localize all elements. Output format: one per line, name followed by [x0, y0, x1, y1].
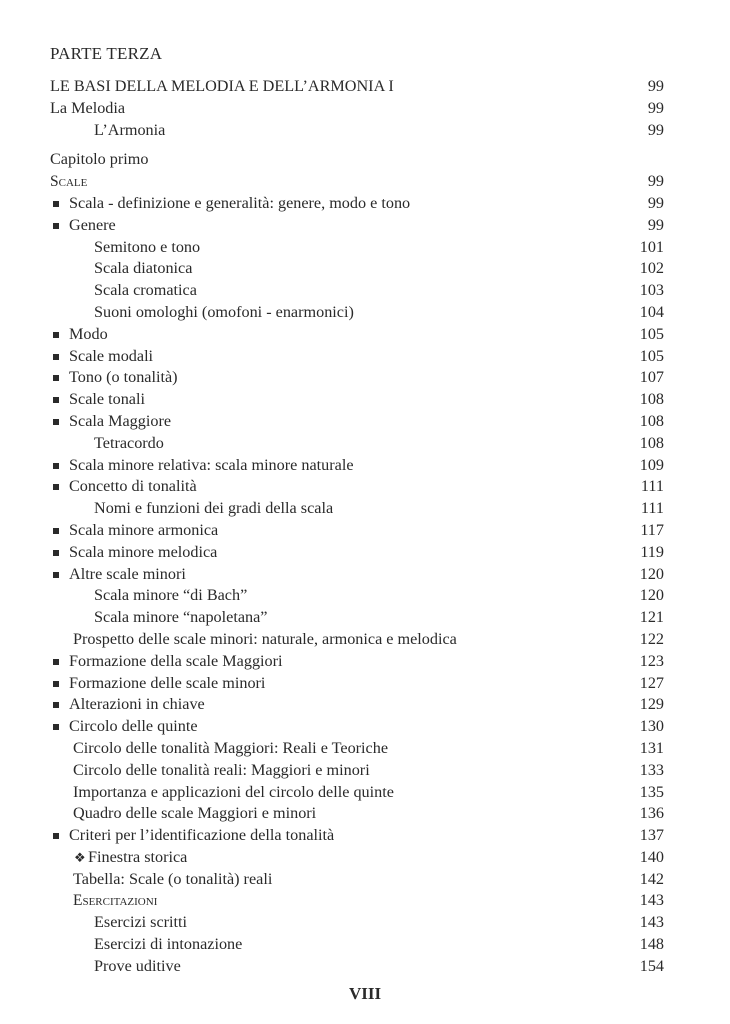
toc-entry-page-number: 102	[639, 259, 664, 278]
toc-entry-page-number: 104	[639, 302, 664, 321]
toc-entry-page-number: 105	[639, 346, 664, 365]
toc-entry-title: Esercitazioni	[73, 892, 158, 910]
toc-entry-page-number: 101	[639, 237, 664, 256]
toc-entry-title: Scala minore melodica	[69, 542, 218, 561]
table-of-contents	[50, 76, 664, 978]
toc-entry-page-number: 137	[639, 826, 664, 845]
toc-entry-title: Altre scale minori	[69, 564, 186, 583]
toc-entry-title: Importanza e applicazioni del circolo delle quinte	[73, 782, 394, 801]
toc-entry-page-number: 108	[639, 411, 664, 430]
toc-entry-title: L’Armonia	[94, 120, 166, 139]
toc-entry-title: Alterazioni in chiave	[69, 695, 205, 714]
toc-entry-title: Tono (o tonalità)	[69, 368, 178, 387]
toc-entry-title: Modo	[69, 324, 108, 343]
four-diamond-ornament-icon: ❖	[74, 849, 86, 865]
toc-entry-page-number: 143	[639, 913, 664, 932]
square-bullet-icon	[53, 223, 59, 229]
toc-entry-page-number: 99	[647, 98, 664, 117]
toc-entry-title: Formazione delle scale minori	[69, 673, 266, 692]
square-bullet-icon	[53, 463, 59, 469]
square-bullet-icon	[53, 528, 59, 534]
toc-entry[interactable]	[50, 564, 664, 586]
toc-entry[interactable]	[50, 280, 664, 302]
toc-entry-title: Scala minore “napoletana”	[94, 608, 268, 627]
toc-entry-page-number: 99	[647, 193, 664, 212]
toc-entry[interactable]	[50, 193, 664, 215]
toc-entry-page-number: 140	[639, 847, 664, 866]
toc-entry-page-number: 109	[639, 455, 664, 474]
toc-entry-page-number: 131	[639, 738, 664, 757]
toc-entry[interactable]	[50, 542, 664, 564]
toc-entry-page-number: 111	[640, 477, 664, 496]
toc-entry-title: Scala minore “di Bach”	[94, 586, 248, 605]
toc-entry-title: Scala cromatica	[94, 281, 197, 300]
square-bullet-icon	[53, 375, 59, 381]
toc-entry-title: Tetracordo	[94, 433, 164, 452]
square-bullet-icon	[53, 659, 59, 665]
toc-entry[interactable]	[50, 76, 664, 98]
toc-entry-title: Scale modali	[69, 346, 154, 365]
toc-entry-title: Genere	[69, 215, 116, 234]
toc-entry-page-number: 121	[639, 608, 664, 627]
toc-entry[interactable]	[50, 258, 664, 280]
toc-entry-title: Circolo delle tonalità Maggiori: Reali e Teoriche	[73, 738, 389, 757]
toc-entry[interactable]	[50, 476, 664, 498]
square-bullet-icon	[53, 833, 59, 839]
toc-entry-title: Criteri per l’identificazione della tonalità	[69, 826, 335, 845]
toc-entry[interactable]	[50, 673, 664, 695]
toc-entry-title: LE BASI DELLA MELODIA E DELL’ARMONIA I	[50, 77, 394, 95]
toc-entry[interactable]	[50, 934, 664, 956]
toc-entry-page-number: 99	[647, 120, 664, 139]
page-number-footer: VIII	[348, 984, 382, 1003]
square-bullet-icon	[53, 681, 59, 687]
toc-entry-title: Finestra storica	[88, 847, 188, 866]
toc-entry[interactable]	[50, 760, 664, 782]
toc-entry-title: Nomi e funzioni dei gradi della scala	[94, 499, 334, 518]
toc-entry[interactable]	[50, 738, 664, 760]
toc-entry-title: Suoni omologhi (omofoni - enarmonici)	[94, 302, 354, 321]
toc-entry-title: Quadro delle scale Maggiori e minori	[73, 804, 317, 823]
toc-entry-page-number: 105	[639, 324, 664, 343]
square-bullet-icon	[53, 724, 59, 730]
toc-entry-title: Esercizi scritti	[94, 913, 188, 932]
toc-entry-title: Prospetto delle scale minori: naturale, armonica e melodica	[73, 629, 457, 648]
toc-entry-page-number: 154	[639, 956, 664, 975]
toc-entry-page-number: 120	[639, 564, 664, 583]
toc-entry[interactable]	[50, 455, 664, 477]
toc-entry[interactable]	[50, 520, 664, 542]
toc-entry-page-number: 136	[639, 804, 664, 823]
toc-entry-page-number: 148	[639, 935, 664, 954]
toc-entry-title: Circolo delle tonalità reali: Maggiori e minori	[73, 760, 370, 779]
toc-entry-page-number: 129	[639, 695, 664, 714]
toc-entry[interactable]	[50, 302, 664, 324]
toc-entry[interactable]	[50, 869, 664, 891]
toc-entry-page-number: 122	[639, 629, 664, 648]
toc-entry-title: Concetto di tonalità	[69, 477, 197, 496]
toc-entry-title: Scale	[50, 173, 88, 191]
square-bullet-icon	[53, 354, 59, 360]
square-bullet-icon	[53, 484, 59, 490]
toc-entry-page-number: 117	[640, 520, 664, 539]
toc-entry-page-number: 130	[639, 717, 664, 736]
toc-entry[interactable]	[50, 803, 664, 825]
toc-entry[interactable]	[50, 651, 664, 673]
toc-entry-page-number: 119	[640, 542, 664, 561]
toc-entry-title: Scala minore armonica	[69, 520, 219, 539]
square-bullet-icon	[53, 201, 59, 207]
toc-entry[interactable]	[50, 847, 664, 869]
toc-entry-title: Formazione della scale Maggiori	[69, 651, 283, 670]
toc-entry[interactable]	[50, 912, 664, 934]
toc-entry-page-number: 142	[639, 869, 664, 888]
toc-entry[interactable]	[50, 346, 664, 368]
toc-entry-title: Esercizi di intonazione	[94, 935, 243, 954]
toc-entry-page-number: 103	[639, 281, 664, 300]
toc-entry-page-number: 135	[639, 782, 664, 801]
toc-entry[interactable]	[50, 433, 664, 455]
toc-entry[interactable]	[50, 237, 664, 259]
toc-entry[interactable]	[50, 782, 664, 804]
toc-entry-page-number: 99	[647, 215, 664, 234]
toc-entry-page-number: 99	[647, 172, 664, 191]
toc-entry-title: Scala diatonica	[94, 259, 193, 278]
toc-entry[interactable]	[50, 389, 664, 411]
toc-entry-page-number: 111	[640, 499, 664, 518]
toc-entry[interactable]	[50, 367, 664, 389]
toc-entry-page-number: 99	[647, 77, 664, 95]
toc-entry[interactable]	[50, 411, 664, 433]
toc-entry-page-number: 108	[639, 390, 664, 409]
toc-entry-title: Capitolo primo	[50, 150, 149, 169]
toc-entry-page-number: 120	[639, 586, 664, 605]
square-bullet-icon	[53, 419, 59, 425]
toc-entry[interactable]	[50, 585, 664, 607]
toc-entry-page-number: 133	[639, 760, 664, 779]
toc-entry-title: Circolo delle quinte	[69, 717, 198, 736]
toc-entry-title: Scala - definizione e generalità: genere, modo e tono	[69, 193, 411, 212]
toc-entry-title: Tabella: Scale (o tonalità) reali	[73, 869, 273, 888]
toc-entry-page-number: 127	[639, 673, 664, 692]
toc-entry[interactable]	[50, 120, 664, 142]
toc-entry-title: Semitono e tono	[94, 237, 201, 256]
toc-entry[interactable]	[50, 890, 664, 912]
toc-entry-title: Scale tonali	[69, 390, 145, 409]
part-title: PARTE TERZA	[50, 44, 163, 63]
toc-entry-page-number: 143	[639, 891, 664, 910]
toc-entry[interactable]	[50, 629, 664, 651]
toc-entry[interactable]	[50, 825, 664, 847]
toc-entry-title: Scala minore relativa: scala minore naturale	[69, 455, 354, 474]
toc-entry[interactable]	[50, 498, 664, 520]
toc-entry-page-number: 123	[639, 651, 664, 670]
toc-entry[interactable]	[50, 694, 664, 716]
toc-entry[interactable]	[50, 149, 664, 171]
toc-entry[interactable]	[50, 324, 664, 346]
toc-entry[interactable]	[50, 956, 664, 978]
square-bullet-icon	[53, 572, 59, 578]
toc-entry[interactable]	[50, 171, 664, 193]
toc-entry[interactable]	[50, 215, 664, 237]
toc-entry-title: Prove uditive	[94, 956, 181, 975]
toc-entry[interactable]	[50, 716, 664, 738]
square-bullet-icon	[53, 550, 59, 556]
toc-entry[interactable]	[50, 607, 664, 629]
toc-entry-title: La Melodia	[50, 98, 126, 117]
square-bullet-icon	[53, 702, 59, 708]
toc-entry-page-number: 107	[639, 368, 664, 387]
toc-entry-page-number: 108	[639, 433, 664, 452]
square-bullet-icon	[53, 397, 59, 403]
toc-entry[interactable]	[50, 98, 664, 120]
toc-entry-title: Scala Maggiore	[69, 411, 172, 430]
square-bullet-icon	[53, 332, 59, 338]
